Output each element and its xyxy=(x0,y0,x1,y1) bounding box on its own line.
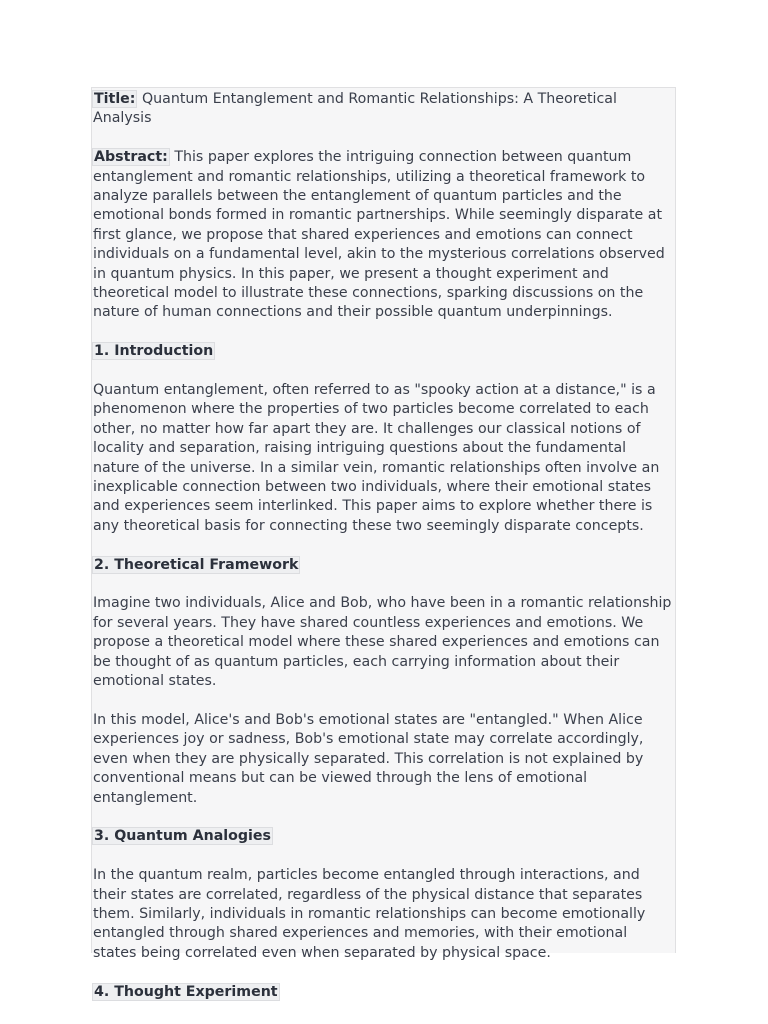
section-heading-theoretical-framework: 2. Theoretical Framework xyxy=(94,556,299,573)
section-heading-introduction: 1. Introduction xyxy=(94,343,214,360)
framework-paragraph-2: In this model, Alice's and Bob's emotional states are "entangled." When Alice experiences joy or sadness, Bob's emotional state may correlate accordingly, even when they are physically separated. This correlation is not explained by conventional means but can be viewed through the lens of emotional entanglement. xyxy=(93,711,644,806)
section-heading-quantum-analogies: 3. Quantum Analogies xyxy=(94,828,271,845)
analogies-paragraph: In the quantum realm, particles become entangled through interactions, and their states are correlated, regardless of the physical distance that separates them. Similarly, individuals in romantic relationships can become emotionally entangled through shared experiences and memories, with their emotional states being correlated even when separated by physical space. xyxy=(93,867,646,961)
section-heading-row xyxy=(93,556,675,575)
abstract-label: Abstract: xyxy=(94,149,168,166)
framework-paragraph-1: Imagine two individuals, Alice and Bob, who have been in a romantic relationship for several years. They have shared countless experiences and emotions. We propose a theoretical model where these shared experiences and emotions can be thought of as quantum particles, each carrying information about their emotional states. xyxy=(93,595,672,690)
section-heading-row xyxy=(93,827,675,846)
section-heading-thought-experiment: 4. Thought Experiment xyxy=(94,983,278,1000)
title-label: Title: xyxy=(94,91,136,107)
title-paragraph xyxy=(93,90,675,129)
section-heading-row xyxy=(93,983,675,1002)
introduction-paragraph: Quantum entanglement, often referred to as "spooky action at a distance," is a phenomenon where the properties of two particles become correlated to each other, no matter how far apart they are. It challenges our classical notions of locality and separation, raising intriguing questions about the fundamental nature of the universe. In a similar vein, romantic relationships often involve an inexplicable connection between two individuals, where their emotional states and experiences seem interlinked. This paper aims to explore whether there is any theoretical basis for connecting these two seemingly disparate concepts. xyxy=(93,382,660,534)
document-page xyxy=(91,87,676,1000)
abstract-text: This paper explores the intriguing connection between quantum entanglement and romantic relationships, utilizing a theoretical framework to analyze parallels between the entanglement of quantum particles and the emotional bonds formed in romantic partnerships. While seemingly disparate at first glance, we propose that shared experiences and emotions can connect individuals on a fundamental level, akin to the mysterious correlations observed in quantum physics. In this paper, we present a thought experiment and theoretical model to illustrate these connections, sparking discussions on the nature of human connections and their possible quantum underpinnings. xyxy=(93,149,665,321)
section-heading-row xyxy=(93,342,675,361)
abstract-paragraph xyxy=(93,148,675,323)
document-title: Quantum Entanglement and Romantic Relationships: A Theoretical Analysis xyxy=(93,91,617,127)
